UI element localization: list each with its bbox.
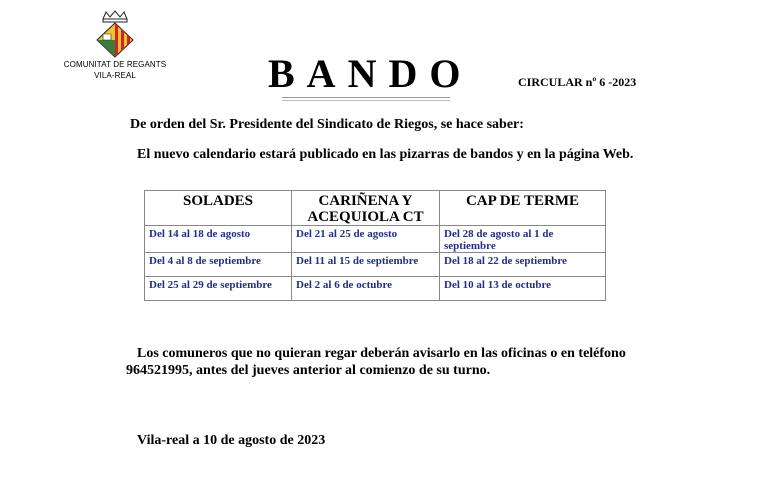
announcement-text: El nuevo calendario estará publicado en las pizarras de bandos y en la página Web. xyxy=(137,147,634,162)
table-cell: Del 25 al 29 de septiembre xyxy=(145,277,292,301)
table-header-row xyxy=(145,191,606,226)
table-cell: Del 10 al 13 de octubre xyxy=(440,277,606,301)
table-cell: Del 18 al 22 de septiembre xyxy=(440,253,606,277)
table-cell: Del 11 al 15 de septiembre xyxy=(292,253,440,277)
column-header-carinena: CARIÑENA Y ACEQUIOLA CT xyxy=(292,191,440,226)
org-town: VILA-REAL xyxy=(94,71,136,80)
table-row xyxy=(145,226,606,253)
table-cell: Del 2 al 6 de octubre xyxy=(292,277,440,301)
intro-text: De orden del Sr. Presidente del Sindicato de Riegos, se hace saber: xyxy=(130,117,524,132)
notice-paragraph: Los comuneros que no quieran regar deberán avisarlo en las oficinas o en teléfono 964521995, antes del jueves anterior al comienzo de su turno. xyxy=(126,346,626,378)
org-logo xyxy=(60,10,170,80)
table-cell: Del 21 al 25 de agosto xyxy=(292,226,440,253)
table-row xyxy=(145,277,606,301)
schedule-table xyxy=(144,190,606,301)
table-row xyxy=(145,253,606,277)
column-header-solades: SOLADES xyxy=(145,191,292,226)
table-cell: Del 14 al 18 de agosto xyxy=(145,226,292,253)
column-header-cap-de-terme: CAP DE TERME xyxy=(440,191,606,226)
date-line: Vila-real a 10 de agosto de 2023 xyxy=(137,433,326,448)
title-underline xyxy=(282,97,450,101)
page-title: BANDO xyxy=(268,51,473,96)
table-cell: Del 4 al 8 de septiembre xyxy=(145,253,292,277)
coat-of-arms-icon xyxy=(93,10,137,58)
table-cell: Del 28 de agosto al 1 de septiembre xyxy=(440,226,606,253)
org-name: COMUNITAT DE REGANTS xyxy=(63,60,167,69)
circular-number: CIRCULAR nº 6 -2023 xyxy=(518,75,637,89)
